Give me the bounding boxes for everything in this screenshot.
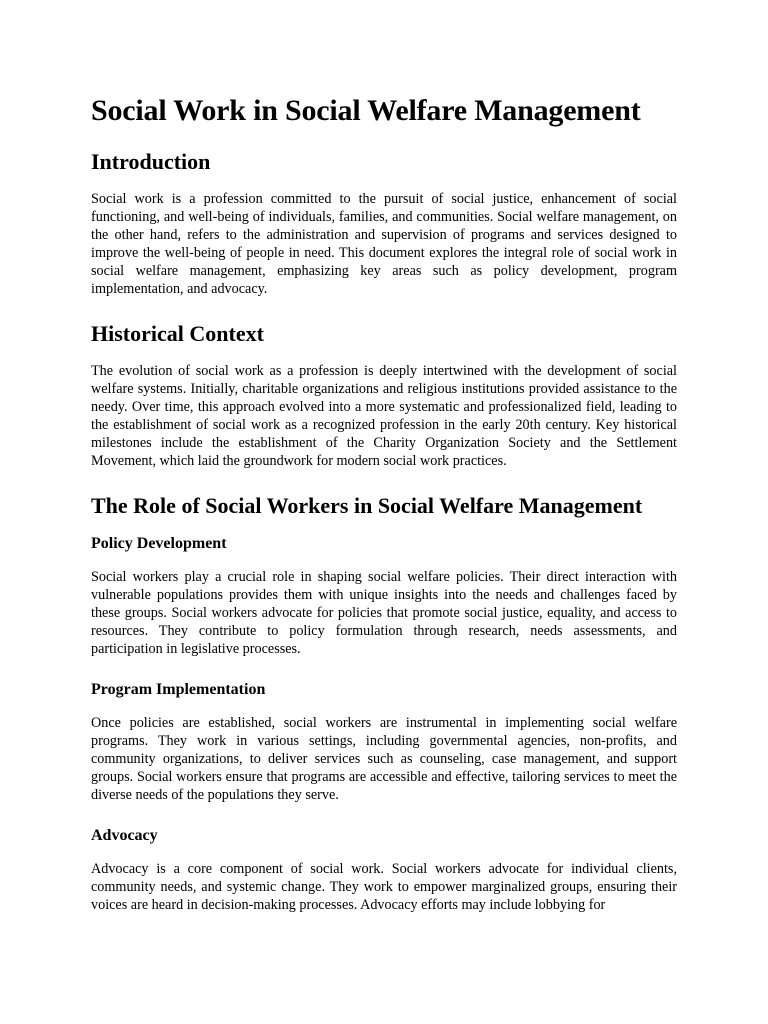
section-introduction xyxy=(91,148,677,298)
paragraph-policy-development: Social workers play a crucial role in shaping social welfare policies. Their direct interaction with vulnerable populations provides them with unique insights into the needs and challenges faced by these groups. Social workers advocate for policies that promote social justice, equality, and access to resources. They contribute to policy formulation through research, needs assessments, and participation in legislative processes. xyxy=(91,569,677,657)
subheading-policy-development: Policy Development xyxy=(91,535,227,552)
heading-introduction: Introduction xyxy=(91,149,211,174)
paragraph-historical-context: The evolution of social work as a profession is deeply intertwined with the development of social welfare systems. Initially, charitable organizations and religious institutions provided assistance to the needy. Over time, this approach evolved into a more systematic and professionalized field, leading to the establishment of social work as a recognized profession in the early 20th century. Key historical milestones include the establishment of the Charity Organization Society and the Settlement Movement, which laid the groundwork for modern social work practices. xyxy=(91,363,677,469)
section-role-of-social-workers xyxy=(91,492,677,914)
section-historical-context xyxy=(91,320,677,470)
heading-historical-context: Historical Context xyxy=(91,321,264,346)
heading-role-of-social-workers: The Role of Social Workers in Social Welfare Management xyxy=(91,493,643,518)
document-title: Social Work in Social Welfare Management xyxy=(91,94,641,127)
paragraph-program-implementation: Once policies are established, social workers are instrumental in implementing social welfare programs. They work in various settings, including governmental agencies, non-profits, and community organizations, to deliver services such as counseling, case management, and support groups. Social workers ensure that programs are accessible and effective, tailoring services to meet the diverse needs of the populations they serve. xyxy=(91,715,677,803)
paragraph-advocacy: Advocacy is a core component of social work. Social workers advocate for individual clients, community needs, and systemic change. They work to empower marginalized groups, ensuring their voices are heard in decision-making processes. Advocacy efforts may include lobbying for xyxy=(91,861,677,913)
paragraph-introduction: Social work is a profession committed to the pursuit of social justice, enhancement of social functioning, and well-being of individuals, families, and communities. Social welfare management, on the other hand, refers to the administration and supervision of programs and services designed to improve the well-being of people in need. This document explores the integral role of social work in social welfare management, emphasizing key areas such as policy development, program implementation, and advocacy. xyxy=(91,191,677,297)
subheading-program-implementation: Program Implementation xyxy=(91,681,266,698)
subheading-advocacy: Advocacy xyxy=(91,827,158,844)
